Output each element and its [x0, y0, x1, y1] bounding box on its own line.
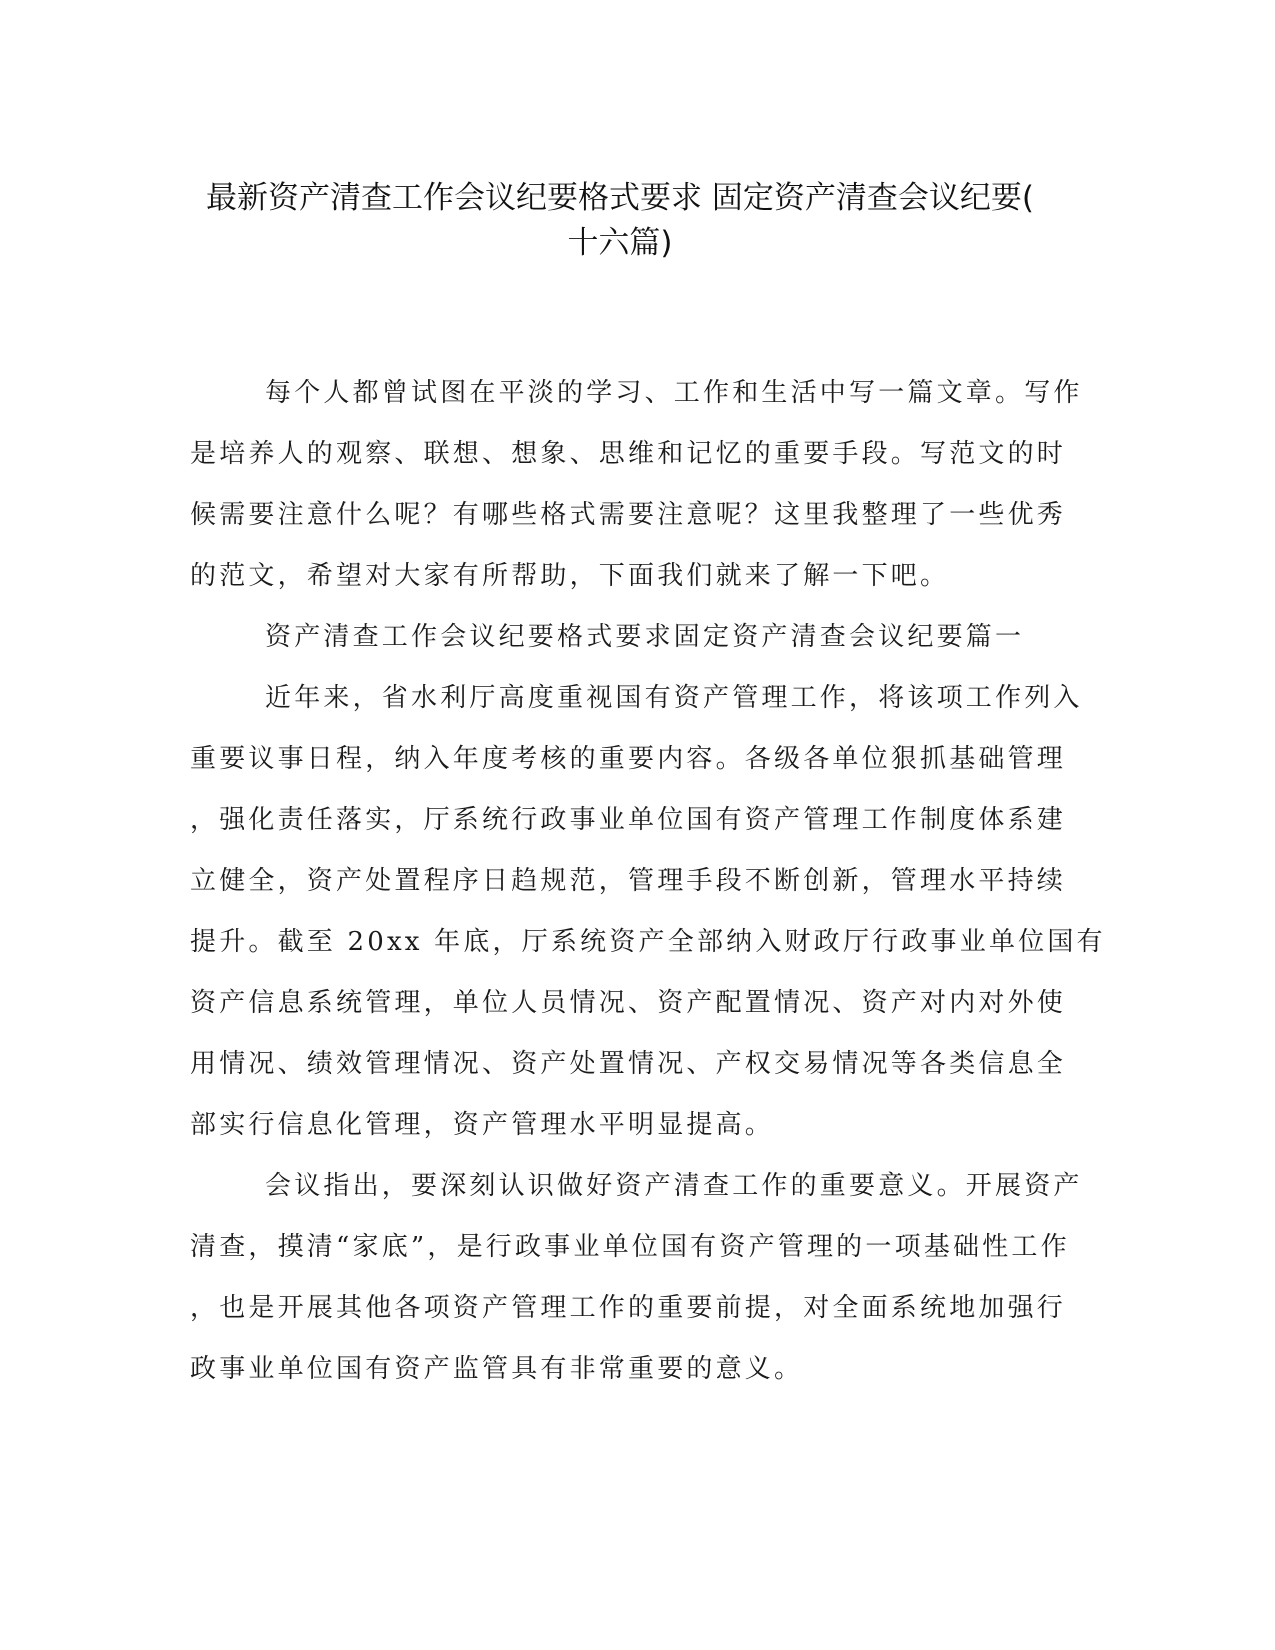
text-line: 用情况、绩效管理情况、资产处置情况、产权交易情况等各类信息全 [190, 1049, 1067, 1079]
text-line: 资产信息系统管理，单位人员情况、资产配置情况、资产对内对外使 [190, 988, 1067, 1018]
text-line: 政事业单位国有资产监管具有非常重要的意义。 [190, 1354, 804, 1384]
text-line: 立健全，资产处置程序日趋规范，管理手段不断创新，管理水平持续 [190, 866, 1067, 896]
text-line: 的范文，希望对大家有所帮助，下面我们就来了解一下吧。 [190, 561, 950, 591]
text-line: 资产清查工作会议纪要格式要求固定资产清查会议纪要篇一 [265, 622, 1025, 652]
document-body [190, 363, 1106, 1400]
paragraph-intro [190, 363, 1083, 607]
paragraph-meeting [190, 1156, 1083, 1400]
text-line: 是培养人的观察、联想、想象、思维和记忆的重要手段。写范文的时 [190, 439, 1067, 469]
title-line-2: 十六篇) [567, 225, 673, 261]
paragraph-overview [190, 668, 1106, 1156]
document-title [170, 176, 1070, 266]
text-line: 会议指出，要深刻认识做好资产清查工作的重要意义。开展资产 [265, 1171, 1083, 1201]
text-line: 重要议事日程，纳入年度考核的重要内容。各级各单位狠抓基础管理 [190, 744, 1067, 774]
text-line: 部实行信息化管理，资产管理水平明显提高。 [190, 1110, 775, 1140]
title-line-1: 最新资产清查工作会议纪要格式要求 固定资产清查会议纪要( [206, 180, 1034, 216]
section-heading [190, 607, 1080, 668]
text-line: ，也是开展其他各项资产管理工作的重要前提，对全面系统地加强行 [190, 1293, 1067, 1323]
text-line: 提升。截至 20xx 年底，厅系统资产全部纳入财政厅行政事业单位国有 [190, 927, 1106, 957]
text-line: 近年来，省水利厅高度重视国有资产管理工作，将该项工作列入 [265, 683, 1083, 713]
text-line: ，强化责任落实，厅系统行政事业单位国有资产管理工作制度体系建 [190, 805, 1067, 835]
text-line: 每个人都曾试图在平淡的学习、工作和生活中写一篇文章。写作 [265, 378, 1083, 408]
text-line: 候需要注意什么呢？有哪些格式需要注意呢？这里我整理了一些优秀 [190, 500, 1067, 530]
text-line: 清查，摸清“家底”，是行政事业单位国有资产管理的一项基础性工作 [190, 1232, 1070, 1262]
